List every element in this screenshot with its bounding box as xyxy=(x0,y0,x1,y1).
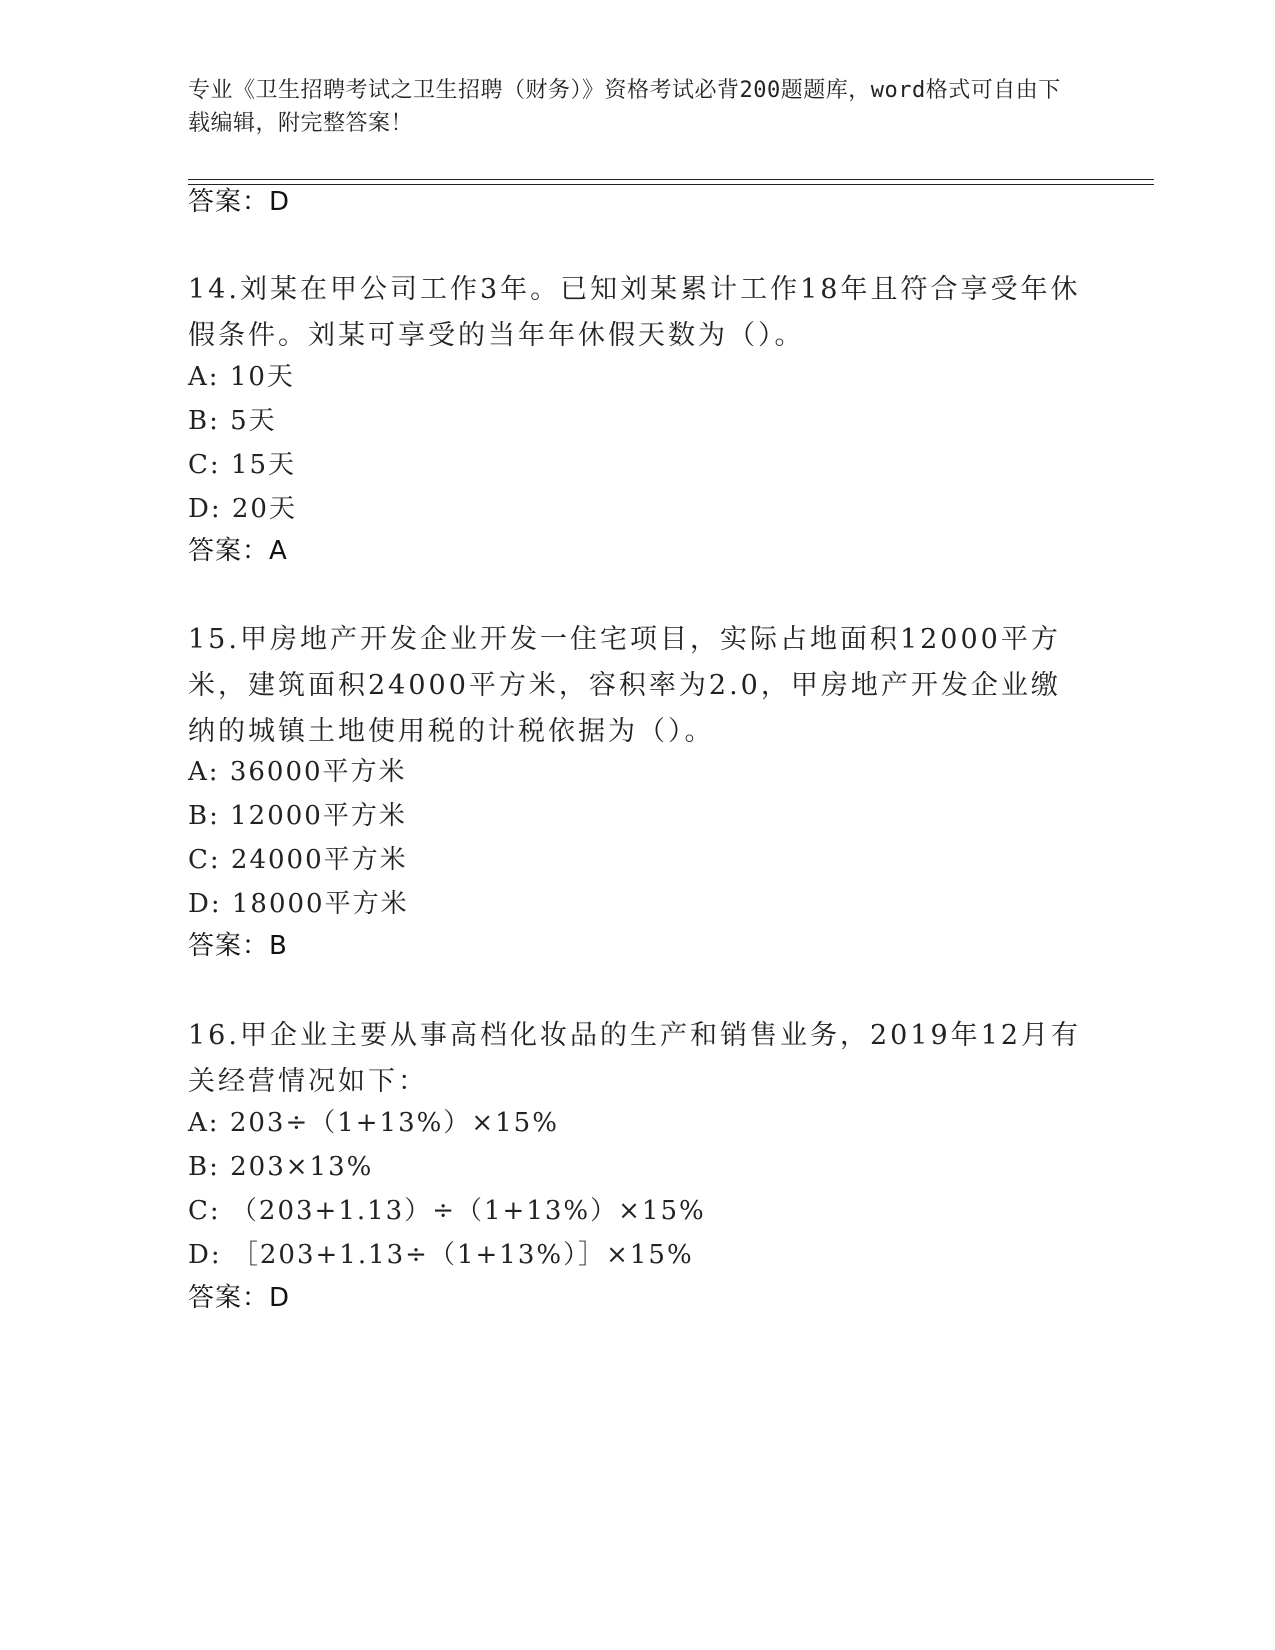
option-c xyxy=(188,449,296,481)
answer-value: B xyxy=(269,931,288,961)
option-label: D: xyxy=(188,1240,222,1270)
header-rule-bottom xyxy=(188,184,1154,185)
option-d xyxy=(188,888,409,920)
option-label: B: xyxy=(188,801,220,831)
option-label: C: xyxy=(188,450,221,480)
question-text: 甲房地产开发企业开发一住宅项目，实际占地面积12000平方米，建筑面积24000平方米，容积率为2.0，甲房地产开发企业缴纳的城镇土地使用税的计税依据为（）。 xyxy=(188,624,1061,747)
question-14 xyxy=(188,267,1088,359)
answer-line-prev xyxy=(188,187,290,217)
question-text: 刘某在甲公司工作3年。已知刘某累计工作18年且符合享受年休假条件。刘某可享受的当年年休假天数为（）。 xyxy=(188,274,1081,351)
option-label: A: xyxy=(188,1108,220,1138)
option-label: C: xyxy=(188,1196,221,1226)
option-text: 203×13% xyxy=(230,1152,374,1182)
option-label: C: xyxy=(188,845,221,875)
option-text: 12000平方米 xyxy=(230,801,407,831)
question-16 xyxy=(188,1013,1088,1105)
answer-label: 答案： xyxy=(188,187,270,217)
answer-value: A xyxy=(269,536,288,566)
option-text: （203+1.13）÷（1+13%）×15% xyxy=(230,1196,706,1226)
answer-line-15 xyxy=(188,931,288,961)
option-label: B: xyxy=(188,1152,220,1182)
answer-line-16 xyxy=(188,1283,290,1313)
option-b xyxy=(188,1151,373,1183)
option-text: 5天 xyxy=(230,406,277,436)
option-b xyxy=(188,405,277,437)
option-label: D: xyxy=(188,494,222,524)
option-label: D: xyxy=(188,889,222,919)
option-text: 203÷（1+13%）×15% xyxy=(229,1108,559,1138)
question-text: 甲企业主要从事高档化妆品的生产和销售业务，2019年12月有关经营情况如下： xyxy=(188,1020,1082,1097)
answer-label: 答案： xyxy=(188,931,270,961)
answer-value: D xyxy=(269,187,291,217)
question-number: 16. xyxy=(188,1020,240,1051)
option-text: 20天 xyxy=(231,494,297,524)
header-text: 专业《卫生招聘考试之卫生招聘（财务）》资格考试必背200题题库，word格式可自由下载编辑，附完整答案！ xyxy=(188,78,1061,136)
answer-line-14 xyxy=(188,536,288,566)
option-text: ［203+1.13÷（1+13%）］×15% xyxy=(231,1240,694,1270)
question-number: 15. xyxy=(188,624,240,655)
header-rule-top xyxy=(188,179,1154,180)
document-header xyxy=(188,74,1068,140)
question-15 xyxy=(188,617,1088,755)
option-a xyxy=(188,361,295,393)
option-text: 10天 xyxy=(229,362,295,392)
option-c xyxy=(188,1195,706,1227)
option-d xyxy=(188,1239,694,1271)
option-b xyxy=(188,800,407,832)
option-a xyxy=(188,756,407,788)
option-text: 36000平方米 xyxy=(229,757,407,787)
option-text: 18000平方米 xyxy=(231,889,409,919)
option-label: A: xyxy=(188,362,220,392)
option-label: A: xyxy=(188,757,220,787)
option-c xyxy=(188,844,408,876)
answer-label: 答案： xyxy=(188,1283,270,1313)
option-text: 15天 xyxy=(230,450,297,480)
option-label: B: xyxy=(188,406,220,436)
question-number: 14. xyxy=(188,274,240,305)
answer-value: D xyxy=(269,1283,291,1313)
answer-label: 答案： xyxy=(188,536,270,566)
option-text: 24000平方米 xyxy=(230,845,408,875)
option-d xyxy=(188,493,297,525)
option-a xyxy=(188,1107,559,1139)
